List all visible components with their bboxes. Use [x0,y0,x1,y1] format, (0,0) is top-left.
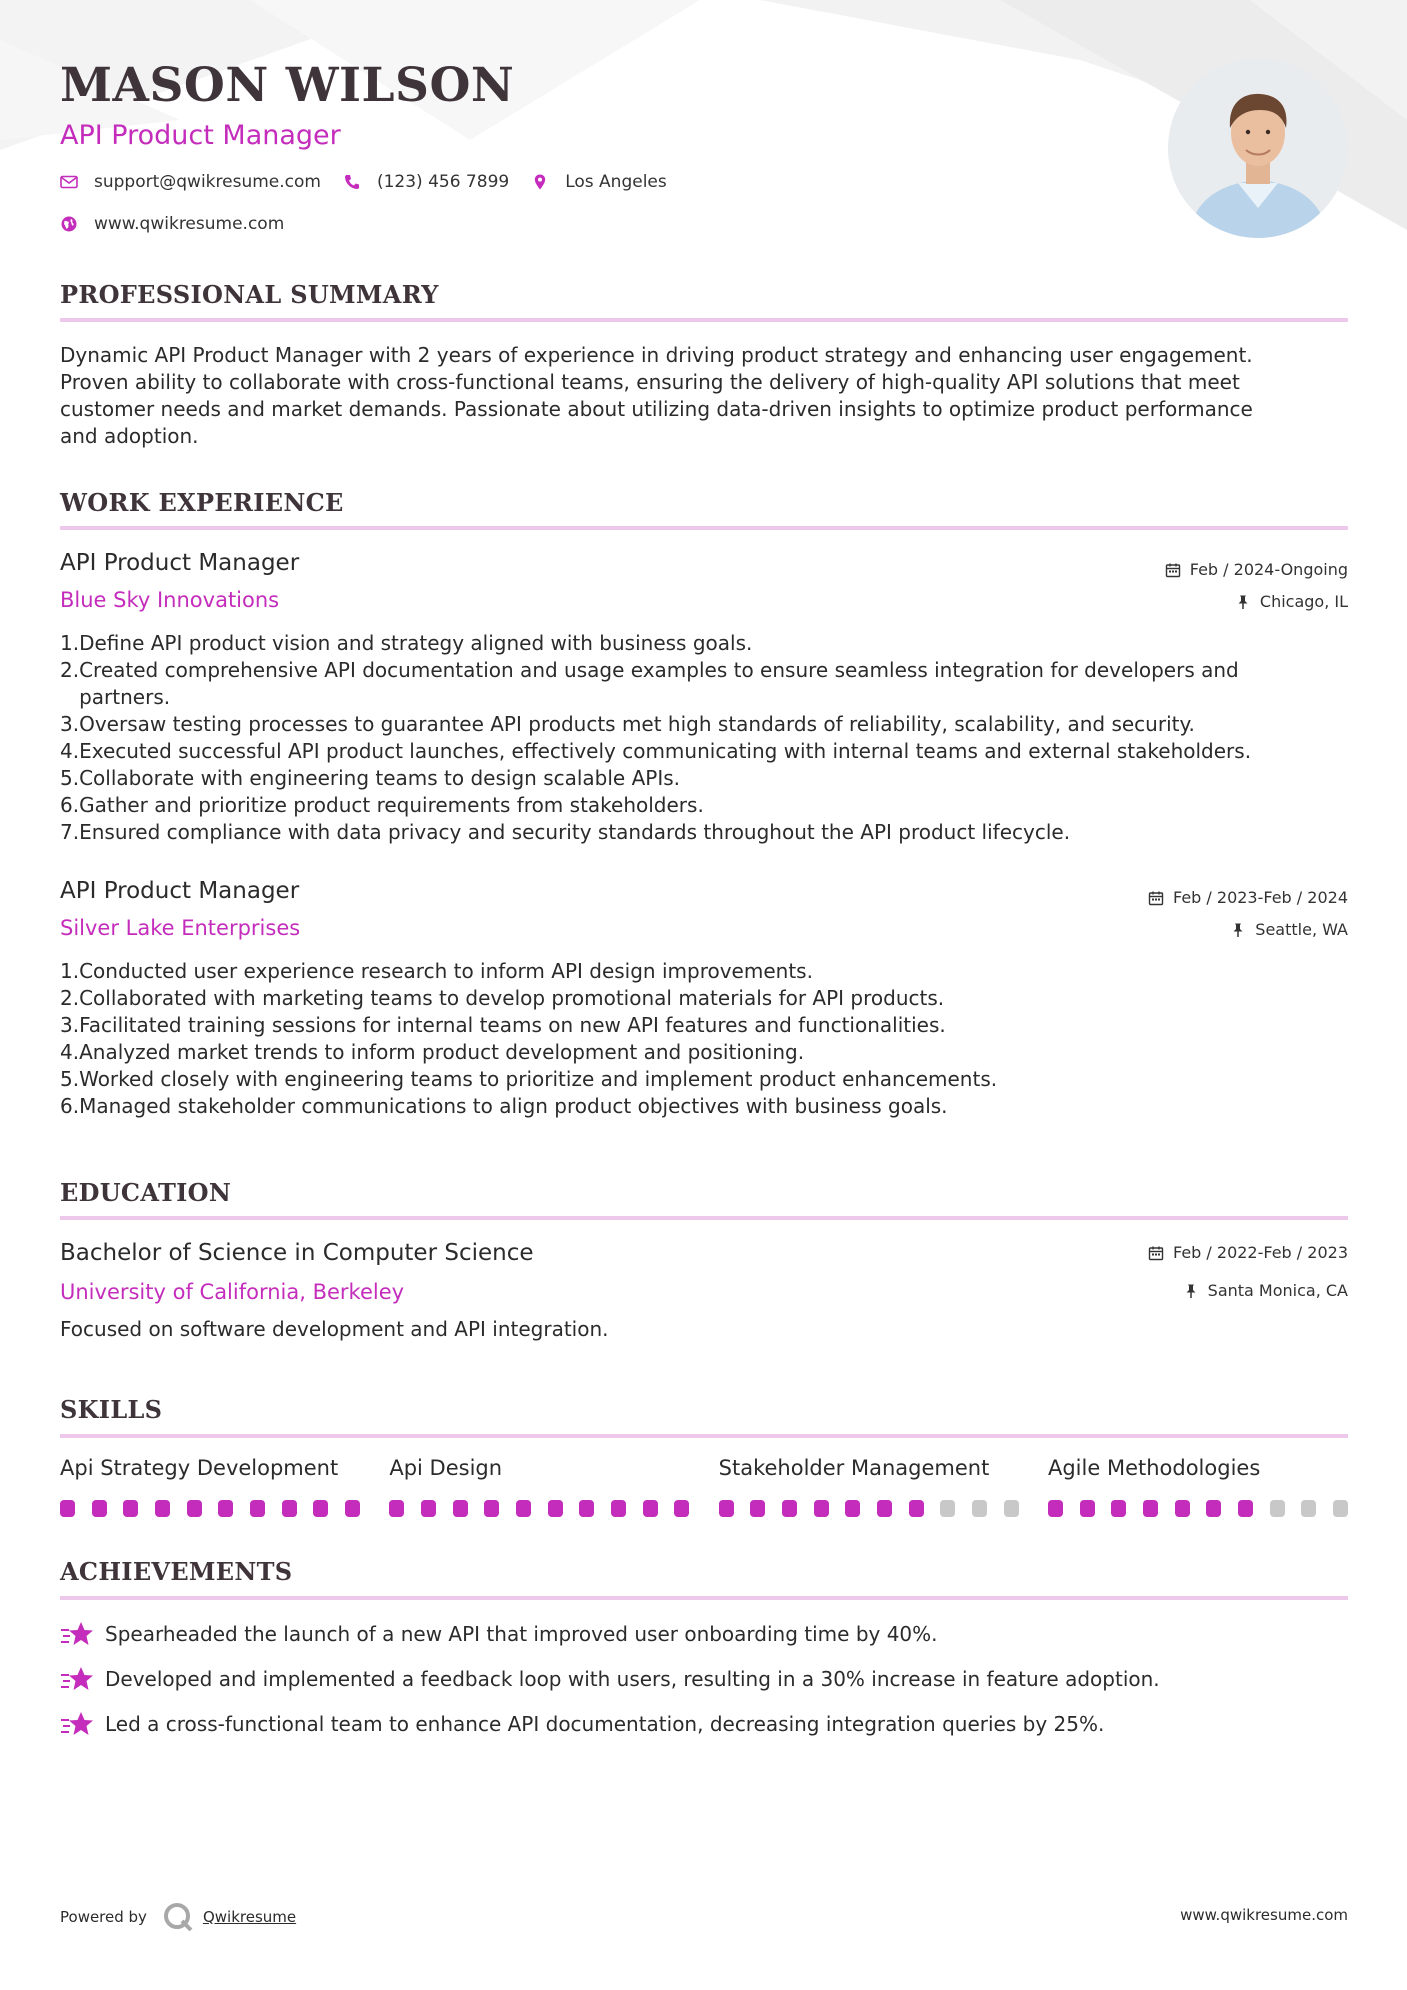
summary-line: Dynamic API Product Manager with 2 years of experience in driving product strategy and enhancing user engagement. [60,343,1253,367]
candidate-title: API Product Manager [60,120,341,151]
skill-dot-empty [1333,1500,1348,1517]
skill-dot-filled [1175,1500,1190,1517]
map-pin-icon [531,173,549,191]
pushpin-icon [1183,1283,1199,1299]
achievement-item [60,1710,1104,1738]
skill-dot-filled [313,1500,328,1517]
skill-dot-filled [250,1500,265,1517]
summary-line: and adoption. [60,424,199,448]
job-company: Silver Lake Enterprises [60,916,301,940]
list-item [60,1039,1348,1066]
summary-heading: PROFESSIONAL SUMMARY [60,280,439,309]
skill-dot-filled [782,1500,797,1517]
duty-line: Facilitated training sessions for internal teams on new API features and functionalities. [79,1013,946,1037]
qwikresume-logo-icon [161,1900,195,1934]
skill-dot-filled [579,1500,594,1517]
location-text: Los Angeles [565,172,667,192]
powered-by-label: Powered by [60,1908,147,1926]
skill-dot-filled [453,1500,468,1517]
experience-heading: WORK EXPERIENCE [60,488,344,517]
website-text: www.qwikresume.com [94,214,285,234]
skills-grid [60,1456,1348,1517]
list-number: 4. [60,739,80,763]
skill-dot-empty [1004,1500,1019,1517]
skill-dot-filled [877,1500,892,1517]
skill-dot-filled [845,1500,860,1517]
list-item [60,792,1348,819]
calendar-icon [1165,562,1181,578]
job-location [1230,920,1348,939]
achievements-heading: ACHIEVEMENTS [60,1557,293,1586]
skill-dot-filled [187,1500,202,1517]
duty-text [79,711,1348,738]
list-item [60,765,1348,792]
job-location [1235,592,1348,611]
achievement-text: Led a cross-functional team to enhance API documentation, decreasing integration queries by 25%. [105,1712,1105,1736]
profile-photo [1168,58,1348,238]
list-item [60,1012,1348,1039]
education-location-text: Santa Monica, CA [1207,1281,1348,1300]
list-number: 6. [60,793,80,817]
section-divider [60,318,1348,322]
skill-dot-filled [1048,1500,1063,1517]
contact-row-website [60,214,306,234]
phone-icon [343,173,361,191]
skill-dot-filled [750,1500,765,1517]
skill-dot-filled [719,1500,734,1517]
summary-text [60,342,1348,450]
list-number: 5. [60,766,80,790]
job-dates [1165,560,1348,579]
job-duties-list [60,630,1348,846]
list-item [60,1066,1348,1093]
pushpin-icon [1235,594,1251,610]
duty-text [79,1066,1348,1093]
skill-dot-filled [814,1500,829,1517]
list-number: 7. [60,820,80,844]
duty-text [79,657,1348,711]
contact-row [60,172,689,192]
list-number: 4. [60,1040,80,1064]
contact-email[interactable] [60,172,321,192]
list-number: 6. [60,1094,80,1118]
duty-line: Ensured compliance with data privacy and security standards throughout the API product lifecycle. [79,820,1071,844]
job-title: API Product Manager [60,550,300,576]
email-text: support@qwikresume.com [94,172,321,192]
skill-dot-filled [516,1500,531,1517]
skill-item [719,1456,1019,1517]
education-location [1183,1281,1348,1300]
skill-name: Api Design [389,1456,503,1480]
skill-dot-filled [909,1500,924,1517]
education-dates-text: Feb / 2022-Feb / 2023 [1173,1243,1348,1262]
duty-text [79,819,1348,846]
list-number: 2. [60,986,80,1010]
globe-icon [60,215,78,233]
duty-text [79,765,1348,792]
job-location-text: Seattle, WA [1255,920,1348,939]
skill-dot-filled [611,1500,626,1517]
education-degree: Bachelor of Science in Computer Science [60,1240,534,1266]
star-icon [60,1620,94,1648]
duty-text [79,1039,1348,1066]
duty-text [79,1012,1348,1039]
contact-location [531,172,667,192]
skill-rating [719,1500,1019,1517]
section-divider [60,1596,1348,1600]
duty-line: partners. [79,685,171,709]
duty-text [79,630,1348,657]
star-icon [60,1665,94,1693]
list-item [60,958,1348,985]
duty-line: Oversaw testing processes to guarantee API products met high standards of reliability, scalability, and security. [79,712,1195,736]
list-number: 3. [60,712,80,736]
qwikresume-link[interactable]: Qwikresume [202,1908,297,1926]
skill-dot-filled [92,1500,107,1517]
skill-dot-filled [1206,1500,1221,1517]
skill-dot-filled [484,1500,499,1517]
skill-dot-filled [1080,1500,1095,1517]
skill-rating [1048,1500,1348,1517]
list-item [60,1093,1348,1120]
skill-dot-filled [155,1500,170,1517]
list-number: 1. [60,959,80,983]
skill-dot-empty [972,1500,987,1517]
candidate-name: MASON WILSON [60,58,515,113]
contact-phone[interactable] [343,172,509,192]
summary-line: customer needs and market demands. Passionate about utilizing data-driven insights to optimize product performance [60,397,1253,421]
skills-heading: SKILLS [60,1395,163,1424]
duty-text [79,738,1348,765]
skill-dot-empty [940,1500,955,1517]
resume-page [60,0,1348,1990]
education-school: University of California, Berkeley [60,1280,405,1304]
job-title: API Product Manager [60,878,300,904]
footer-powered-by [60,1900,296,1934]
education-dates [1148,1243,1348,1262]
job-location-text: Chicago, IL [1259,592,1348,611]
job-dates-text: Feb / 2024-Ongoing [1189,560,1348,579]
skill-dot-filled [674,1500,689,1517]
duty-line: Worked closely with engineering teams to prioritize and implement product enhancements. [79,1067,998,1091]
achievement-text: Developed and implemented a feedback loop with users, resulting in a 30% increase in feature adoption. [105,1667,1160,1691]
skill-dot-filled [218,1500,233,1517]
list-item [60,657,1348,711]
job-company: Blue Sky Innovations [60,588,280,612]
section-divider [60,526,1348,530]
duty-text [79,792,1348,819]
duty-line: Gather and prioritize product requirements from stakeholders. [79,793,704,817]
duty-text [79,985,1348,1012]
skill-dot-filled [548,1500,563,1517]
skill-dot-filled [282,1500,297,1517]
duty-line: Define API product vision and strategy aligned with business goals. [79,631,753,655]
phone-text: (123) 456 7899 [376,172,510,192]
section-divider [60,1434,1348,1438]
star-icon [60,1710,94,1738]
list-item [60,819,1348,846]
pushpin-icon [1230,922,1246,938]
list-number: 1. [60,631,80,655]
skill-dot-empty [1270,1500,1285,1517]
achievement-item [60,1665,1160,1693]
skill-dot-filled [60,1500,75,1517]
duty-line: Created comprehensive API documentation and usage examples to ensure seamless integration for developers and [79,658,1239,682]
education-description: Focused on software development and API integration. [60,1317,609,1341]
person-avatar-icon [1168,58,1348,238]
list-item [60,711,1348,738]
skill-item [60,1456,360,1517]
skill-dot-filled [345,1500,360,1517]
skill-dot-filled [123,1500,138,1517]
skill-dot-filled [643,1500,658,1517]
duty-text [79,958,1348,985]
skill-name: Api Strategy Development [60,1456,339,1480]
skill-dot-filled [1111,1500,1126,1517]
duty-line: Collaborate with engineering teams to design scalable APIs. [79,766,681,790]
skill-name: Stakeholder Management [718,1456,990,1480]
duty-text [79,1093,1348,1120]
skill-rating [60,1500,360,1517]
footer-website[interactable]: www.qwikresume.com [1180,1906,1348,1924]
list-number: 3. [60,1013,80,1037]
duty-line: Executed successful API product launches, effectively communicating with internal teams and external stakeholders. [79,739,1252,763]
job-dates-text: Feb / 2023-Feb / 2024 [1173,888,1348,907]
summary-line: Proven ability to collaborate with cross-functional teams, ensuring the delivery of high-quality API solutions that meet [60,370,1240,394]
contact-website[interactable] [60,214,284,234]
list-number: 2. [60,658,80,682]
duty-line: Conducted user experience research to inform API design improvements. [79,959,813,983]
list-item [60,630,1348,657]
calendar-icon [1148,1245,1164,1261]
job-dates [1148,888,1348,907]
education-heading: EDUCATION [60,1178,232,1207]
skill-dot-filled [421,1500,436,1517]
skill-rating [389,1500,689,1517]
envelope-icon [60,173,78,191]
list-number: 5. [60,1067,80,1091]
skill-dot-empty [1301,1500,1316,1517]
section-divider [60,1216,1348,1220]
skill-name: Agile Methodologies [1047,1456,1261,1480]
achievement-text: Spearheaded the launch of a new API that improved user onboarding time by 40%. [105,1622,938,1646]
duty-line: Managed stakeholder communications to align product objectives with business goals. [79,1094,948,1118]
duty-line: Analyzed market trends to inform product development and positioning. [79,1040,805,1064]
skill-dot-filled [1143,1500,1158,1517]
list-item [60,738,1348,765]
duty-line: Collaborated with marketing teams to develop promotional materials for API products. [79,986,945,1010]
achievement-item [60,1620,938,1648]
skill-dot-filled [389,1500,404,1517]
skill-item [389,1456,689,1517]
skill-item [1048,1456,1348,1517]
job-duties-list [60,958,1348,1120]
calendar-icon [1148,890,1164,906]
list-item [60,985,1348,1012]
skill-dot-filled [1238,1500,1253,1517]
